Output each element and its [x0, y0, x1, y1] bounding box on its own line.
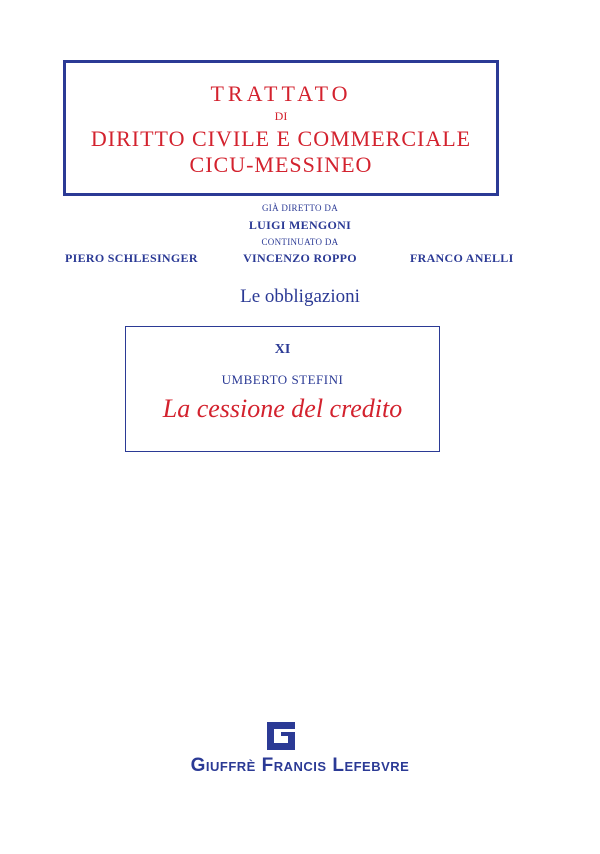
- volume-title: La cessione del credito: [162, 394, 403, 423]
- volume-number: XI: [274, 342, 291, 357]
- editor-right: FRANCO ANELLI: [410, 251, 514, 265]
- continued-by-label: CONTINUATO DA: [261, 237, 339, 247]
- volume-author: UMBERTO STEFINI: [221, 372, 344, 387]
- title-box: [63, 60, 499, 196]
- publisher-name: Giuffrè Francis Lefebvre: [190, 755, 410, 776]
- directed-by-label: GIÀ DIRETTO DA: [261, 203, 339, 213]
- series-title: Le obbligazioni: [240, 286, 360, 307]
- title-line-di: DI: [274, 109, 288, 123]
- gfl-logo-icon: [265, 720, 297, 752]
- volume-box: [125, 326, 440, 452]
- editor-left: PIERO SCHLESINGER: [65, 251, 198, 265]
- title-line-cicu: CICU-MESSINEO: [189, 152, 373, 177]
- editor-center: VINCENZO ROPPO: [243, 251, 357, 265]
- director-name: LUIGI MENGONI: [248, 218, 352, 232]
- title-line-diritto: DIRITTO CIVILE E COMMERCIALE: [90, 126, 472, 151]
- title-line-trattato: TRATTATO: [210, 81, 352, 106]
